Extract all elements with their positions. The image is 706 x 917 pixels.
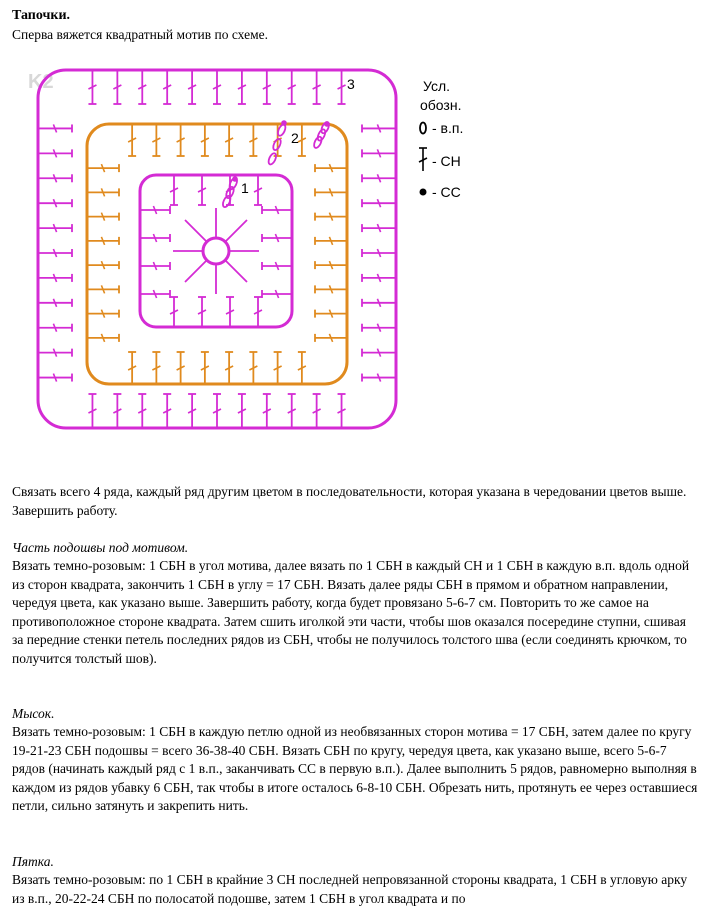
stitch-mark — [140, 262, 170, 270]
stitch-mark — [87, 261, 119, 269]
stitch-mark — [188, 70, 196, 104]
section-heel-text: Вязать темно-розовым: по 1 СБН в крайние 3 СН последней непровязанной стороны квадрата, 1 СБН в угловую арку из в.п., 20-22-24 СБН по полосатой подошве, затем 1 СБН в угол квадрата и по — [12, 872, 688, 906]
stitch-mark — [38, 324, 72, 332]
intro-text: Сперва вяжется квадратный мотив по схеме. — [12, 27, 268, 42]
paragraph-rows: Связать всего 4 ряда, каждый ряд другим цветом в последовательности, которая указана в чередовании цветов выше. Завершить работу. — [12, 484, 687, 518]
stitch-mark — [288, 394, 296, 428]
legend-subtitle: обозн. — [420, 97, 462, 113]
stitch-mark — [213, 70, 221, 104]
section-toe-heading: Мысок. — [12, 706, 55, 721]
stitch-mark — [87, 213, 119, 221]
stitch-mark — [87, 237, 119, 245]
stitch-mark — [315, 261, 347, 269]
double-crochet-icon — [419, 148, 427, 171]
stitch-mark — [177, 124, 185, 156]
stitch-mark — [38, 149, 72, 157]
stitch-mark — [87, 164, 119, 172]
stitch-mark — [262, 206, 292, 214]
stitch-mark — [140, 290, 170, 298]
stitch-mark — [362, 149, 396, 157]
stitch-mark — [38, 249, 72, 257]
svg-text:3: 3 — [347, 76, 355, 92]
stitch-mark — [38, 174, 72, 182]
stitch-mark — [38, 374, 72, 382]
stitch-mark — [138, 70, 146, 104]
stitch-mark — [88, 394, 96, 428]
stitch-mark — [338, 394, 346, 428]
stitch-mark — [315, 334, 347, 342]
frame-3 — [140, 175, 292, 327]
stitch-mark — [362, 124, 396, 132]
stitch-mark — [362, 199, 396, 207]
stitch-mark — [198, 297, 206, 327]
stitch-mark — [87, 334, 119, 342]
stitch-mark — [362, 349, 396, 357]
stitch-mark — [152, 352, 160, 384]
section-toe-text: Вязать темно-розовым: 1 СБН в каждую петлю одной из необвязанных сторон мотива = 17 СБН, затем далее по кругу 19-21-23 СБН подошвы = всего 36-38-40 СБН. Вязать СБН по кругу, чередуя цвета, как указано выше, всего 5-6-7 рядов (начинать каждый ряд с 1 в.п., заканчивать СС в первую в.п.). Далее выполнить 5 рядов, равномерно выполняя в каждом из рядов убавку 6 СБН, так чтобы в итоге осталось 6-8-10 СБН. Обрезать нить, протянуть ее через оставшиеся петли, сильно затянуть и закрепить нить. — [12, 724, 698, 814]
stitch-mark — [263, 70, 271, 104]
stitch-mark — [87, 310, 119, 318]
stitch-mark — [254, 297, 262, 327]
motif-frames — [38, 70, 396, 428]
stitch-mark — [315, 310, 347, 318]
stitch-mark — [140, 206, 170, 214]
legend-ss-label: - СС — [432, 184, 461, 200]
stitch-mark — [238, 394, 246, 428]
stitch-mark — [262, 234, 292, 242]
stitch-mark — [262, 290, 292, 298]
section-heel-heading: Пятка. — [12, 854, 54, 869]
svg-text:2: 2 — [291, 130, 299, 146]
stitch-mark — [87, 188, 119, 196]
stitch-mark — [38, 124, 72, 132]
legend-title: Усл. — [423, 78, 451, 94]
stitch-mark — [288, 70, 296, 104]
stitch-mark — [315, 285, 347, 293]
stitch-mark — [225, 352, 233, 384]
stitch-mark — [198, 175, 206, 205]
stitch-mark — [362, 174, 396, 182]
stitch-mark — [315, 188, 347, 196]
stitch-mark — [88, 70, 96, 104]
stitch-mark — [87, 285, 119, 293]
stitch-mark — [362, 224, 396, 232]
stitch-mark — [177, 352, 185, 384]
stitch-mark — [170, 175, 178, 205]
stitch-mark — [38, 274, 72, 282]
chain-icon — [420, 123, 426, 134]
stitch-mark — [315, 213, 347, 221]
stitch-mark — [128, 352, 136, 384]
stitch-mark — [362, 374, 396, 382]
stitch-mark — [163, 394, 171, 428]
section-sole-text: Вязать темно-розовым: 1 СБН в угол мотива, далее вязать по 1 СБН в каждый СН и 1 СБН в каждую в.п. вдоль одной из сторон квадрата, закончить 1 СБН в углу = 17 СБН. Вязать далее ряды СБН в прямом и обратном направлении, чередуя цвета, как указано выше. Завершить работу, когда будет провязано 5-6-7 см. Повторить то же самое на противоположное стороне квадрата. Затем сшить иголкой эти части, чтобы шов оказался посередине ступни, сшивая за передние стенки петель последних рядов из СБН, чтобы не получилось толстого шва (если соединять крючком, то получится толстый шов). — [12, 558, 690, 666]
stitch-mark — [274, 352, 282, 384]
stitch-mark — [113, 394, 121, 428]
stitch-mark — [362, 324, 396, 332]
stitch-mark — [298, 124, 306, 156]
stitch-mark — [188, 394, 196, 428]
stitch-mark — [113, 70, 121, 104]
stitch-mark — [315, 164, 347, 172]
stitch-mark — [313, 70, 321, 104]
stitch-mark — [298, 352, 306, 384]
stitch-mark — [313, 394, 321, 428]
stitch-mark — [238, 70, 246, 104]
stitch-mark — [201, 352, 209, 384]
stitch-mark — [38, 299, 72, 307]
stitch-mark — [38, 224, 72, 232]
stitch-mark — [128, 124, 136, 156]
stitch-mark — [213, 394, 221, 428]
stitch-mark — [226, 297, 234, 327]
stitch-mark — [249, 124, 257, 156]
stitch-mark — [262, 262, 292, 270]
stitch-mark — [138, 394, 146, 428]
svg-text:1: 1 — [241, 180, 249, 196]
stitch-mark — [362, 274, 396, 282]
stitch-mark — [315, 237, 347, 245]
stitch-mark — [249, 352, 257, 384]
stitch-mark — [201, 124, 209, 156]
stitch-mark — [170, 297, 178, 327]
stitch-mark — [263, 394, 271, 428]
watermark: K2 — [28, 71, 54, 93]
legend-dc-label: - СН — [432, 153, 461, 169]
stitch-mark — [38, 199, 72, 207]
legend — [419, 78, 463, 200]
page-title: Тапочки. — [12, 8, 71, 23]
crochet-diagram — [20, 56, 500, 446]
stitch-mark — [38, 349, 72, 357]
stitch-mark — [140, 234, 170, 242]
stitch-mark — [254, 175, 262, 205]
frame-2 — [87, 124, 347, 384]
stitch-mark — [362, 299, 396, 307]
legend-chain-label: - в.п. — [432, 120, 464, 136]
stitch-mark — [338, 70, 346, 104]
stitch-mark — [362, 249, 396, 257]
section-sole-heading: Часть подошвы под мотивом. — [12, 540, 189, 555]
center-ring — [173, 121, 330, 294]
slip-stitch-icon — [420, 189, 427, 196]
row-label-3 — [324, 76, 355, 127]
stitch-mark — [163, 70, 171, 104]
stitch-mark — [225, 124, 233, 156]
stitch-mark — [152, 124, 160, 156]
